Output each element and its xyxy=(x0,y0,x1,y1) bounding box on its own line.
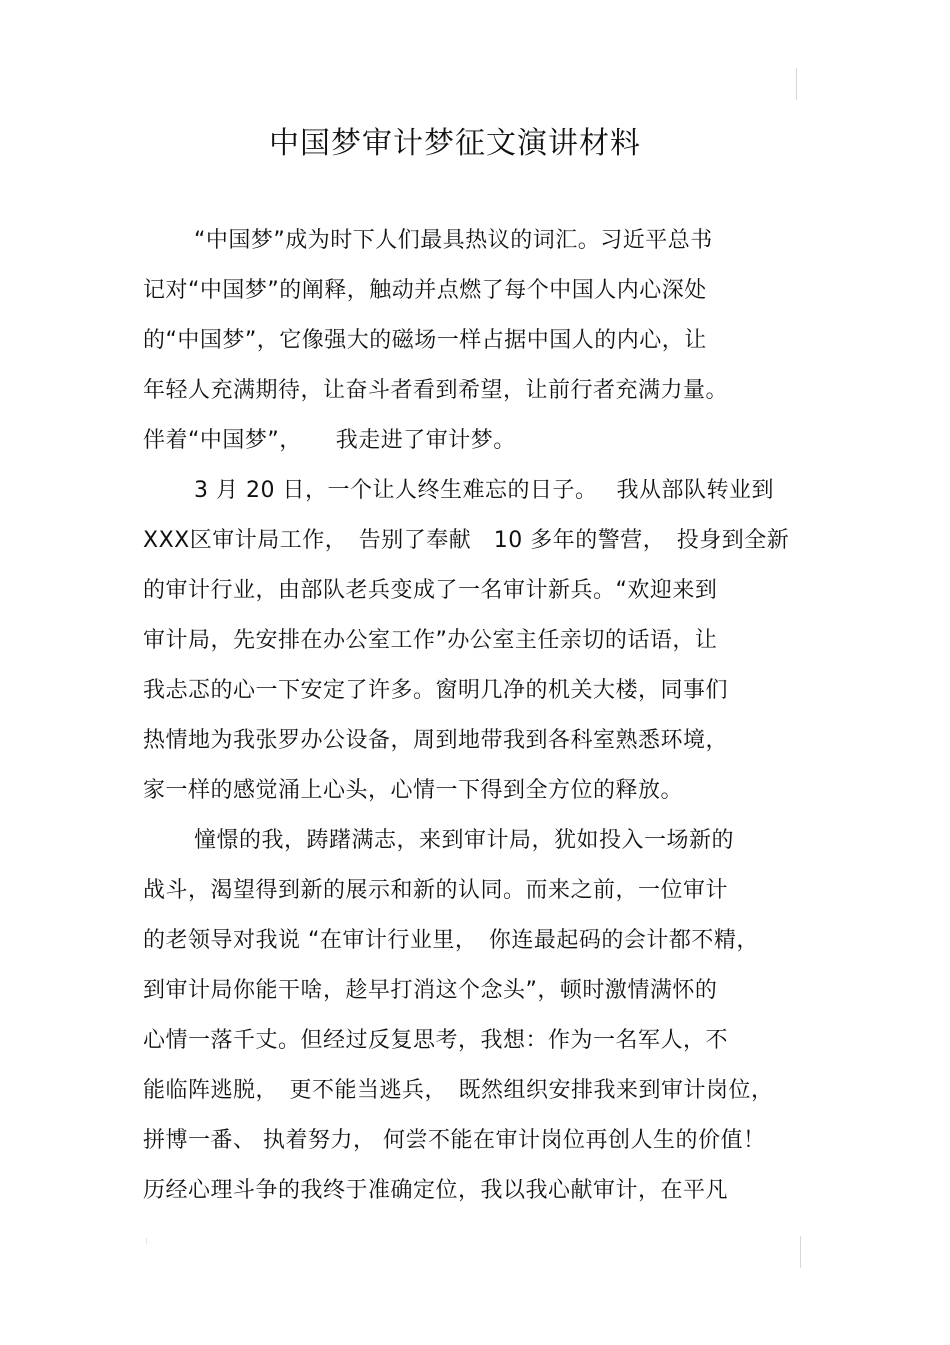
body-text-line: 记对“中国梦”的阐释，触动并点燃了每个中国人内心深处 xyxy=(143,278,707,303)
body-text-line: 战斗，渴望得到新的展示和新的认同。而来之前，一位审计 xyxy=(143,878,729,903)
body-text-line: 到审计局你能干啥，趁早打消这个念头”，顿时激情满怀的 xyxy=(143,978,718,1003)
body-text-line: 憧憬的我，踌躇满志，来到审计局，犹如投入一场新的 xyxy=(194,828,735,853)
body-text-line: 家一样的感觉涌上心头，心情一下得到全方位的释放。 xyxy=(143,778,684,803)
body-text-line: 历经心理斗争的我终于准确定位，我以我心献审计，在平凡 xyxy=(143,1178,729,1203)
body-text-line: 审计局，先安排在办公室工作”办公室主任亲切的话语，让 xyxy=(143,628,718,653)
body-text-line: 的“中国梦”，它像强大的磁场一样占据中国人的内心，让 xyxy=(143,328,707,353)
body-text-line: 能临阵逃脱， 更不能当逃兵， 既然组织安排我来到审计岗位， xyxy=(143,1078,774,1103)
body-text-line: 拼博一番、 执着努力， 何尝不能在审计岗位再创人生的价值！ xyxy=(143,1128,766,1153)
document-title: 中国梦审计梦征文演讲材料 xyxy=(269,126,641,161)
body-text-line: 3 月 20 日，一个让人终生难忘的日子。 我从部队转业到 xyxy=(194,478,774,503)
body-text-line: 的审计行业，由部队老兵变成了一名审计新兵。“欢迎来到 xyxy=(143,578,718,603)
page-corner-mark xyxy=(146,1238,147,1244)
body-text-line: XXX区审计局工作， 告别了奉献 10 多年的警营， 投身到全新 xyxy=(143,528,790,553)
page-corner-mark xyxy=(800,1236,801,1268)
body-text-line: 伴着“中国梦”， 我走进了审计梦。 xyxy=(143,428,516,453)
body-text-line: 我忐忑的心一下安定了许多。窗明几净的机关大楼，同事们 xyxy=(143,678,729,703)
body-text-line: 的老领导对我说 “在审计行业里， 你连最起码的会计都不精， xyxy=(143,928,759,953)
body-text-line: “中国梦”成为时下人们最具热议的词汇。习近平总书 xyxy=(194,228,713,253)
body-text-line: 心情一落千丈。但经过反复思考，我想：作为一名军人，不 xyxy=(143,1028,729,1053)
body-text-line: 年轻人充满期待，让奋斗者看到希望，让前行者充满力量。 xyxy=(143,378,729,403)
body-text-line: 热情地为我张罗办公设备，周到地带我到各科室熟悉环境， xyxy=(143,728,729,753)
page-corner-mark xyxy=(796,68,797,100)
